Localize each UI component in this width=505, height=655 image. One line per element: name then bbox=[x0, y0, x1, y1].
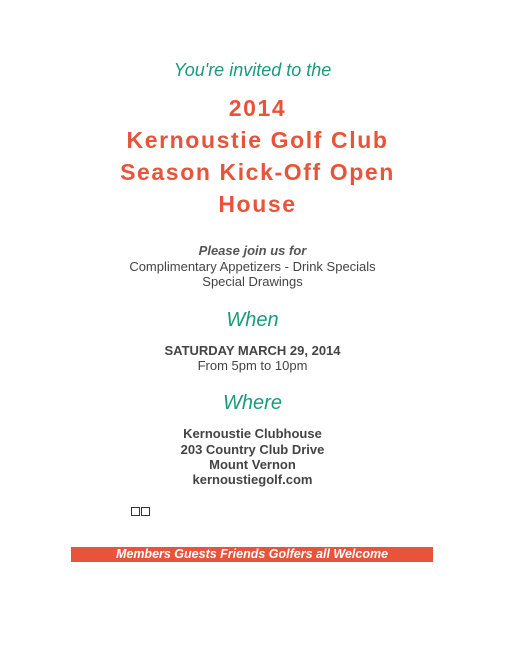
venue-website: kernoustiegolf.com bbox=[192, 472, 313, 487]
placeholder-box-icon bbox=[131, 507, 140, 516]
when-heading: When bbox=[226, 309, 279, 331]
event-date: SATURDAY MARCH 29, 2014 bbox=[164, 343, 341, 358]
venue-street: 203 Country Club Drive bbox=[180, 442, 325, 457]
welcome-banner: Members Guests Friends Golfers all Welcome bbox=[71, 547, 433, 562]
headline-event-line-2: House bbox=[218, 191, 297, 217]
offer-line-appetizers: Complimentary Appetizers - Drink Specials bbox=[129, 259, 376, 274]
venue-city: Mount Vernon bbox=[209, 457, 296, 472]
event-headline bbox=[60, 92, 455, 220]
headline-year: 2014 bbox=[228, 95, 287, 121]
headline-club-name: Kernoustie Golf Club bbox=[126, 127, 389, 153]
invite-lead: You're invited to the bbox=[173, 60, 332, 80]
event-time: From 5pm to 10pm bbox=[197, 358, 308, 373]
placeholder-glyph-boxes bbox=[131, 507, 150, 516]
offer-line-drawings: Special Drawings bbox=[202, 274, 303, 289]
where-heading: Where bbox=[223, 392, 282, 414]
join-lead: Please join us for bbox=[198, 243, 307, 258]
headline-event-line-1: Season Kick-Off Open bbox=[120, 159, 395, 185]
venue-name: Kernoustie Clubhouse bbox=[183, 426, 322, 441]
placeholder-box-icon bbox=[141, 507, 150, 516]
